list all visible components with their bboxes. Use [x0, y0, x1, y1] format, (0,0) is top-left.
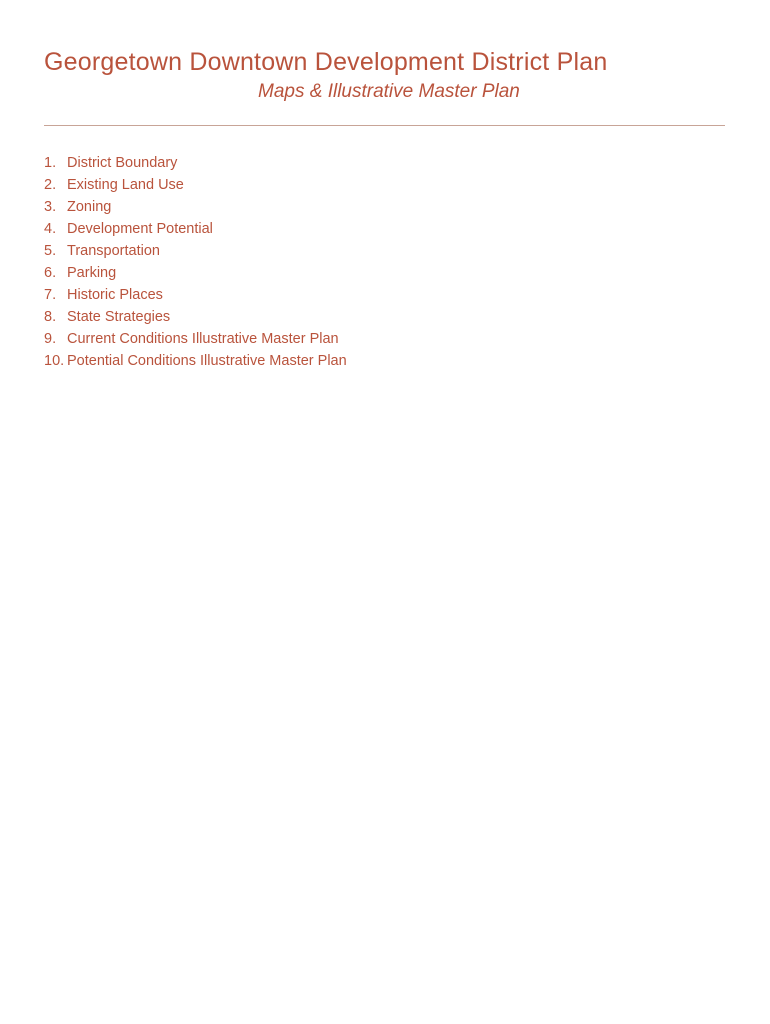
list-item — [44, 284, 347, 306]
list-item — [44, 174, 347, 196]
list-item-number: 7. — [44, 287, 57, 303]
list-item — [44, 240, 347, 262]
list-item-label: Current Conditions Illustrative Master Plan — [67, 331, 339, 347]
list-item-number: 6. — [44, 265, 57, 281]
list-item-number: 5. — [44, 243, 57, 259]
list-item — [44, 306, 347, 328]
list-item — [44, 350, 347, 372]
list-item-label: Existing Land Use — [67, 177, 184, 193]
list-item-label: Transportation — [67, 243, 160, 259]
list-item — [44, 196, 347, 218]
list-item-number: 4. — [44, 221, 57, 237]
list-item — [44, 262, 347, 284]
list-item-label: Potential Conditions Illustrative Master Plan — [67, 353, 347, 369]
list-item-number: 10. — [44, 353, 65, 369]
list-item-label: Development Potential — [67, 221, 213, 237]
list-item-number: 3. — [44, 199, 57, 215]
list-item — [44, 328, 347, 350]
list-item-number: 8. — [44, 309, 57, 325]
list-item-label: Historic Places — [67, 287, 163, 303]
list-item-number: 2. — [44, 177, 57, 193]
header-divider — [44, 125, 725, 126]
list-item-label: District Boundary — [67, 155, 178, 171]
list-item — [44, 218, 347, 240]
document-title: Georgetown Downtown Development District Plan — [44, 48, 608, 76]
list-item-number: 9. — [44, 331, 57, 347]
list-item-label: Parking — [67, 265, 117, 281]
contents-list — [44, 152, 347, 372]
list-item-label: State Strategies — [67, 309, 171, 325]
document-subtitle: Maps & Illustrative Master Plan — [258, 81, 520, 102]
list-item — [44, 152, 347, 174]
list-item-label: Zoning — [67, 199, 112, 215]
list-item-number: 1. — [44, 155, 57, 171]
